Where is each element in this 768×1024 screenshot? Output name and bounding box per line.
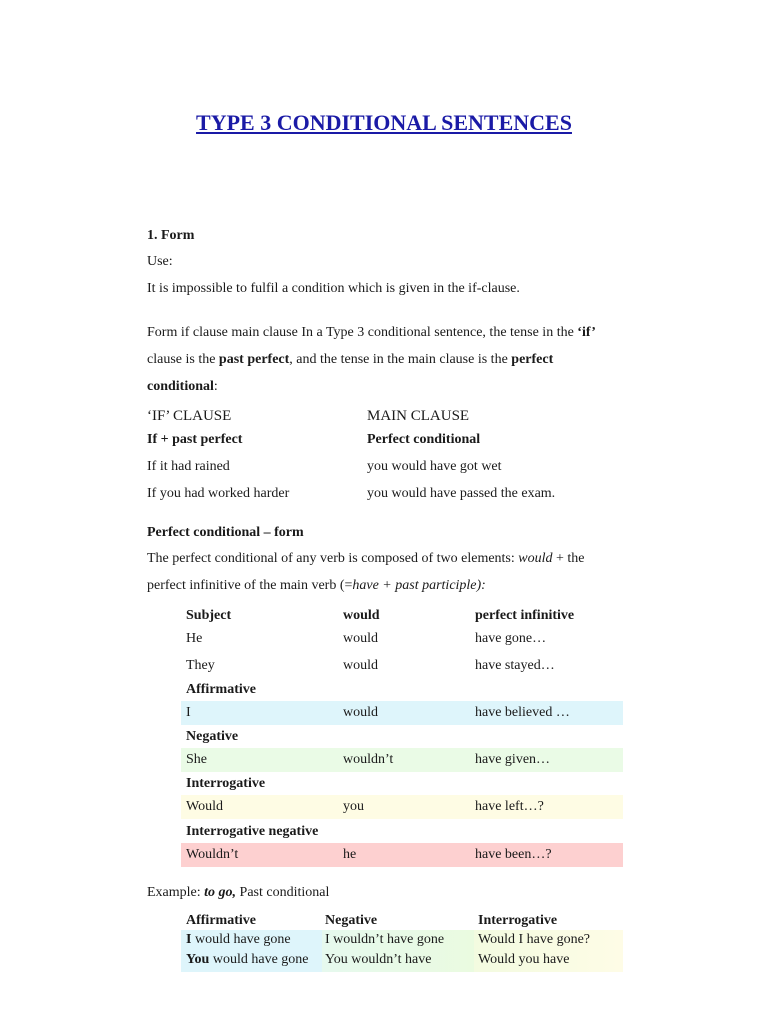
- column-header-would: would: [343, 608, 380, 623]
- text: :: [213, 379, 218, 394]
- section-label-interrogative: Interrogative: [186, 776, 266, 791]
- column-header-negative: Negative: [325, 913, 378, 928]
- table-row: [181, 627, 623, 651]
- text: would have gone: [191, 932, 291, 947]
- perfect-conditional-line1: [147, 551, 585, 567]
- perfect-conditional-heading: Perfect conditional – form: [147, 525, 304, 540]
- table-row-affirmative: [181, 701, 623, 725]
- table-row-negative: [181, 748, 623, 772]
- table-cell: I: [186, 705, 191, 720]
- table-cell: [186, 932, 291, 948]
- column-header-affirmative: Affirmative: [186, 913, 256, 928]
- table-cell: have gone…: [475, 631, 547, 646]
- table-cell: Would: [186, 799, 223, 814]
- table-cell: [186, 952, 309, 968]
- text: Past conditional: [236, 885, 330, 900]
- use-label: Use:: [147, 254, 173, 269]
- table-cell: have believed …: [475, 705, 570, 720]
- if-quoted: ‘if’: [577, 325, 596, 340]
- use-text: It is impossible to fulfil a condition which is given in the if-clause.: [147, 281, 520, 296]
- example-line: [147, 885, 329, 901]
- table-cell: would: [343, 631, 378, 646]
- table-cell: Would I have gone?: [478, 932, 590, 947]
- table-cell: would: [343, 658, 378, 673]
- table-cell: have left…?: [475, 799, 544, 814]
- table-row-interrogative: [181, 795, 623, 819]
- if-clause-header: ‘IF’ CLAUSE: [147, 408, 232, 424]
- section-label-row: [181, 725, 623, 749]
- table-cell: have given…: [475, 752, 551, 767]
- would-term: would: [518, 551, 553, 566]
- table-cell: You wouldn’t have: [325, 952, 432, 967]
- text: The perfect conditional of any verb is composed of two elements:: [147, 551, 519, 566]
- page-title: TYPE 3 CONDITIONAL SENTENCES: [196, 110, 572, 135]
- column-header-interrogative: Interrogative: [478, 913, 558, 928]
- table-cell: Would you have: [478, 952, 570, 967]
- main-clause-header: MAIN CLAUSE: [367, 408, 470, 424]
- conditional-term: conditional: [147, 379, 214, 394]
- section-label-row: [181, 678, 623, 702]
- subject: I: [186, 932, 192, 947]
- if-clause-subheader: If + past perfect: [147, 432, 243, 447]
- table-cell: you: [343, 799, 364, 814]
- example-verb: to go,: [204, 885, 237, 900]
- table-cell: he: [343, 847, 357, 862]
- section-heading: 1. Form: [147, 228, 195, 243]
- table-cell: Wouldn’t: [186, 847, 239, 862]
- table-cell: If it had rained: [147, 459, 230, 474]
- section-label-affirmative: Affirmative: [186, 682, 256, 697]
- table-header-row: [181, 604, 623, 628]
- text: Example:: [147, 885, 205, 900]
- section-label-row: [181, 820, 623, 844]
- form-paragraph-line1: [147, 325, 596, 341]
- table-row-interrogative-negative: [181, 843, 623, 867]
- form-paragraph-line3: [147, 379, 218, 395]
- text: would have gone: [209, 952, 309, 967]
- table-row: [181, 654, 623, 678]
- formula: have + past participle):: [352, 578, 486, 593]
- text: , and the tense in the main clause is the: [289, 352, 512, 367]
- text: perfect infinitive of the main verb (=: [147, 578, 353, 593]
- perfect-conditional-line2: [147, 578, 486, 594]
- table-cell: you would have got wet: [367, 459, 502, 474]
- form-paragraph-line2: [147, 352, 553, 368]
- table-cell: I wouldn’t have gone: [325, 932, 445, 947]
- table-cell: She: [186, 752, 207, 767]
- past-perfect-term: past perfect: [218, 352, 290, 367]
- table-cell: If you had worked harder: [147, 486, 290, 501]
- table-cell: They: [186, 658, 215, 673]
- perfect-term: perfect: [511, 352, 554, 367]
- table-cell: you would have passed the exam.: [367, 486, 556, 501]
- text: + the: [552, 551, 585, 566]
- column-header-subject: Subject: [186, 608, 232, 623]
- main-clause-subheader: Perfect conditional: [367, 432, 481, 447]
- table-cell: He: [186, 631, 203, 646]
- section-label-row: [181, 772, 623, 796]
- table-cell: would: [343, 705, 378, 720]
- text: Form if clause main clause In a Type 3 conditional sentence, the tense in the: [147, 325, 578, 340]
- table-cell: have been…?: [475, 847, 552, 862]
- subject: You: [186, 952, 210, 967]
- column-header-perfect-infinitive: perfect infinitive: [475, 608, 575, 623]
- example-table-body: [181, 930, 623, 972]
- table-cell: wouldn’t: [343, 752, 394, 767]
- section-label-negative: Negative: [186, 729, 239, 744]
- section-label-interrogative-negative: Interrogative negative: [186, 824, 319, 839]
- table-cell: have stayed…: [475, 658, 555, 673]
- text: clause is the: [147, 352, 219, 367]
